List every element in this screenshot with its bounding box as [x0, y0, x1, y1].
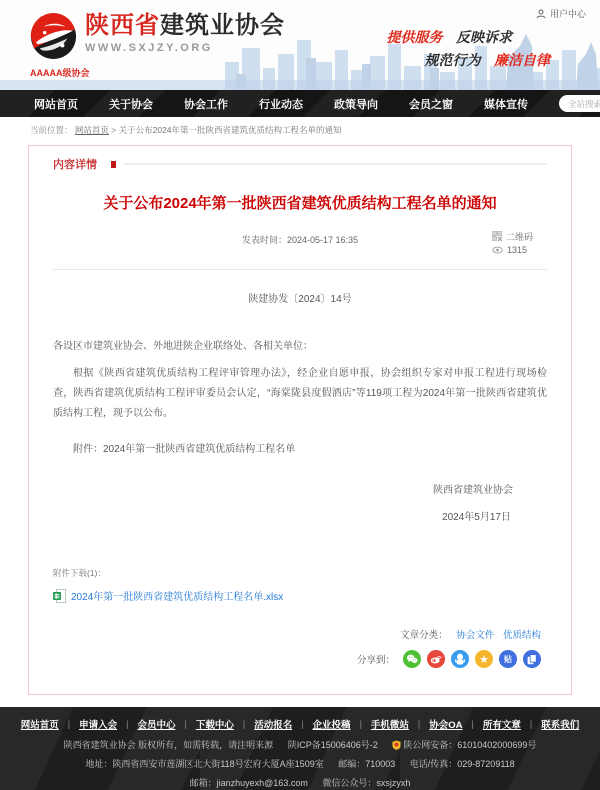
eye-icon — [492, 246, 503, 254]
slogan-line-1 — [387, 27, 551, 47]
copy-icon — [527, 654, 537, 665]
security-record — [392, 740, 536, 750]
nav-about[interactable]: 关于协会 — [109, 98, 153, 111]
footer-link-all-articles[interactable]: 所有文章 — [482, 720, 521, 731]
user-center-link[interactable] — [536, 7, 586, 20]
meta-divider — [53, 269, 547, 270]
qq-icon — [455, 653, 465, 665]
breadcrumb — [0, 117, 600, 142]
footer-link-activity-signup[interactable]: 活动报名 — [254, 720, 293, 731]
footer-link-separator: | — [242, 719, 246, 729]
association-grade-badge: AAAAA级协会 — [30, 68, 90, 78]
footer-email: 邮箱：jianzhuyexh@163.com — [189, 778, 308, 788]
qrcode-toggle[interactable] — [492, 229, 533, 243]
footer-link-oa[interactable]: 协会OA — [429, 720, 463, 731]
footer-link-separator: | — [67, 719, 71, 729]
slogan-reflect-demands: 反映诉求 — [456, 31, 512, 46]
footer-contact-line — [0, 777, 600, 790]
section-square-decoration — [111, 161, 116, 168]
footer-link-download-center[interactable]: 下载中心 — [195, 720, 234, 731]
qrcode-icon — [492, 231, 502, 241]
breadcrumb-separator: > — [111, 125, 117, 135]
footer-link-mobile-site[interactable]: 手机微站 — [370, 720, 409, 731]
excel-file-icon — [53, 589, 66, 603]
logo-text — [85, 13, 285, 54]
breadcrumb-label: 当前位置： — [30, 125, 73, 135]
tieba-glyph: 贴 — [504, 654, 512, 664]
section-title: 内容详情 — [53, 159, 97, 171]
copyright-text: 陕西省建筑业协会 版权所有，如需转载，请注明来源 — [63, 740, 274, 750]
site-footer — [0, 707, 600, 790]
site-header — [0, 0, 600, 90]
qrcode-label: 二维码 — [505, 231, 533, 242]
nav-media[interactable]: 媒体宣传 — [484, 98, 528, 111]
weibo-icon — [430, 654, 442, 664]
share-weibo-button[interactable] — [427, 650, 445, 668]
footer-link-apply[interactable]: 申请入会 — [79, 720, 118, 731]
footer-link-enterprise-submit[interactable]: 企业投稿 — [312, 720, 351, 731]
footer-address: 地址：陕西省西安市莲湖区北大街118号宏府大厦A座1509室 — [85, 759, 324, 769]
share-qq-button[interactable] — [451, 650, 469, 668]
slogan-integrity: 廉洁自律 — [494, 54, 550, 69]
view-count — [492, 243, 533, 257]
category-link-quality-structure[interactable]: 优质结构 — [502, 630, 541, 641]
share-wechat-button[interactable] — [403, 650, 421, 668]
logo-block[interactable] — [30, 13, 285, 60]
category-row — [53, 627, 547, 641]
footer-link-separator: | — [126, 719, 129, 729]
site-title-region: 陕西省 — [85, 12, 160, 39]
wechat-icon — [406, 654, 418, 664]
nav-association-work[interactable]: 协会工作 — [184, 98, 228, 111]
main-nav — [0, 90, 600, 117]
share-label: 分享到： — [356, 655, 395, 666]
section-divider-line — [124, 163, 547, 165]
search-input[interactable] — [568, 99, 600, 109]
view-count-value: 1315 — [506, 245, 528, 255]
site-title — [85, 13, 285, 39]
article-title: 关于公布2024年第一批陕西省建筑优质结构工程名单的通知 — [103, 195, 497, 212]
publish-time: 发表时间：2024-05-17 16:35 — [241, 235, 359, 245]
signer-name: 陕西省建筑业协会 — [433, 485, 513, 496]
attachment-reference: 附件：2024年第一批陕西省建筑优质结构工程名单 — [73, 444, 296, 455]
slogan-provide-service: 提供服务 — [386, 31, 443, 46]
icp-number: 陕ICP备15006406号-2 — [287, 740, 378, 750]
site-url: WWW.SXJZY.ORG — [85, 42, 213, 54]
document-number: 陕建协发〔2024〕14号 — [248, 294, 352, 305]
footer-links — [0, 715, 600, 733]
download-label: 附件下载(1)： — [53, 568, 106, 578]
article-meta — [53, 229, 547, 261]
slogan — [387, 27, 551, 70]
signature-block — [53, 481, 547, 523]
share-qzone-button[interactable] — [475, 650, 493, 668]
attachment-download-link[interactable]: 2024年第一批陕西省建筑优质结构工程名单.xlsx — [71, 592, 284, 603]
user-center-label: 用户中心 — [549, 9, 586, 19]
category-label: 文章分类： — [400, 630, 448, 641]
security-record-text: 陕公网安备：61010402000699号 — [403, 740, 537, 750]
footer-address-line — [0, 758, 600, 771]
category-link-association-docs[interactable]: 协会文件 — [456, 630, 495, 641]
nav-home[interactable]: 网站首页 — [34, 98, 78, 111]
nav-members[interactable]: 会员之窗 — [409, 98, 453, 111]
footer-postcode: 邮编：710003 — [338, 759, 396, 769]
salutation: 各设区市建筑业协会、外地进陕企业联络处、各相关单位： — [53, 341, 313, 352]
footer-wechat: 微信公众号：sxsjzyxh — [322, 778, 411, 788]
article-panel — [28, 145, 572, 695]
signature-date: 2024年5月17日 — [442, 512, 511, 523]
footer-phone: 电话/传真：029-87209118 — [409, 759, 515, 769]
footer-link-contact[interactable]: 联系我们 — [541, 720, 580, 731]
footer-copyright-line — [0, 739, 600, 752]
share-copy-button[interactable] — [523, 650, 541, 668]
breadcrumb-home-link[interactable]: 网站首页 — [74, 125, 109, 135]
police-badge-icon — [392, 740, 401, 750]
site-title-org: 建筑业协会 — [160, 12, 285, 39]
section-head — [53, 156, 547, 172]
footer-link-separator: | — [359, 719, 362, 729]
footer-link-separator: | — [301, 719, 304, 729]
share-tieba-button[interactable] — [499, 650, 517, 668]
footer-link-separator: | — [184, 719, 187, 729]
slogan-regulate-behavior: 规范行为 — [424, 54, 481, 69]
download-block — [53, 567, 547, 603]
nav-industry-news[interactable]: 行业动态 — [259, 98, 303, 111]
site-search — [559, 95, 600, 112]
footer-link-member-center[interactable]: 会员中心 — [137, 720, 176, 731]
share-row — [53, 650, 547, 668]
user-icon — [536, 9, 546, 19]
qzone-star-glyph: ★ — [479, 653, 489, 666]
footer-link-separator: | — [529, 719, 533, 729]
meta-right-block — [492, 229, 533, 257]
slogan-line-2 — [425, 50, 551, 70]
footer-link-separator: | — [417, 719, 421, 729]
attachment-file-row — [53, 588, 547, 603]
association-logo-icon — [30, 13, 77, 60]
article-paragraph: 根据《陕西省建筑优质结构工程评审管理办法》，经企业自愿申报，协会组织专家对申报工程进行现场检查，陕西省建筑优质结构工程评审委员会认定，“海棠陇县度假酒店”等119项工程为2024年第一批陕西省建筑优质结构工程，现予以公布。 — [53, 368, 547, 419]
breadcrumb-current: 关于公布2024年第一批陕西省建筑优质结构工程名单的通知 — [118, 125, 342, 135]
footer-link-home[interactable]: 网站首页 — [20, 720, 59, 731]
nav-policy[interactable]: 政策导向 — [334, 98, 378, 111]
footer-link-separator: | — [471, 719, 474, 729]
